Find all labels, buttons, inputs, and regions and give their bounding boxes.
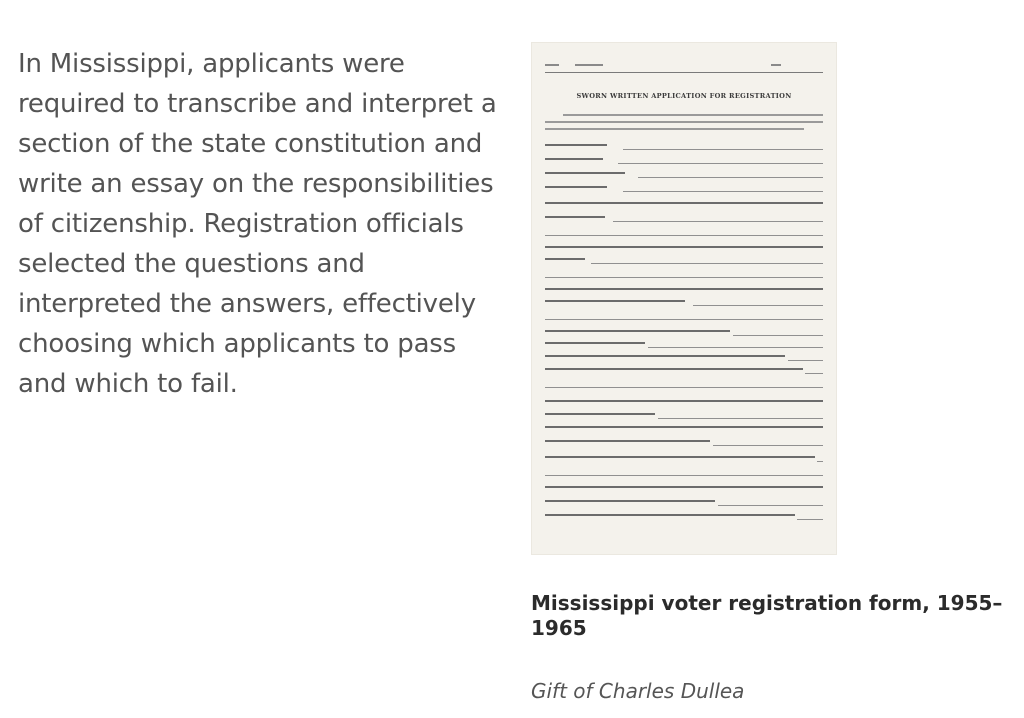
- form-question-line: [545, 258, 823, 264]
- form-question-line: [545, 230, 823, 236]
- form-question-line: [545, 300, 823, 306]
- form-question-line: [545, 216, 823, 222]
- form-question-line: [545, 314, 823, 320]
- form-question-line: [545, 330, 823, 336]
- form-question-line: [545, 514, 823, 520]
- form-question-line: [545, 158, 823, 164]
- form-header-rule: [545, 64, 823, 73]
- form-question-line: [545, 186, 823, 192]
- form-question-line: [545, 500, 823, 506]
- form-question-line: [545, 368, 823, 374]
- voter-registration-form-image[interactable]: [531, 42, 837, 555]
- form-question-line: [545, 400, 823, 406]
- form-question-line: [545, 144, 823, 150]
- figure-credit: Gift of Charles Dullea: [531, 679, 745, 703]
- form-question-line: [545, 272, 823, 278]
- form-question-line: [545, 426, 823, 432]
- form-question-line: [545, 456, 823, 462]
- form-question-line: [545, 486, 823, 492]
- form-question-line: [545, 288, 823, 294]
- form-question-line: [545, 172, 823, 178]
- form-question-line: [545, 413, 823, 419]
- form-question-line: [545, 246, 823, 252]
- intro-paragraph: In Mississippi, applicants were required to transcribe and interpret a section of the state constitution and write an essay on the responsibilities of citizenship. Registration officials selected the questions and interpreted the answers, effectively choosing which applicants to pass and which to fail.: [18, 49, 497, 399]
- form-title: SWORN WRITTEN APPLICATION FOR REGISTRATION: [576, 92, 792, 100]
- form-question-line: [545, 440, 823, 446]
- form-question-line: [545, 382, 823, 388]
- form-preamble: [545, 114, 823, 135]
- form-question-line: [545, 202, 823, 208]
- form-question-line: [545, 355, 823, 361]
- figure-caption: Mississippi voter registration form, 1955–1965: [531, 591, 1003, 640]
- form-question-line: [545, 342, 823, 348]
- form-question-line: [545, 470, 823, 476]
